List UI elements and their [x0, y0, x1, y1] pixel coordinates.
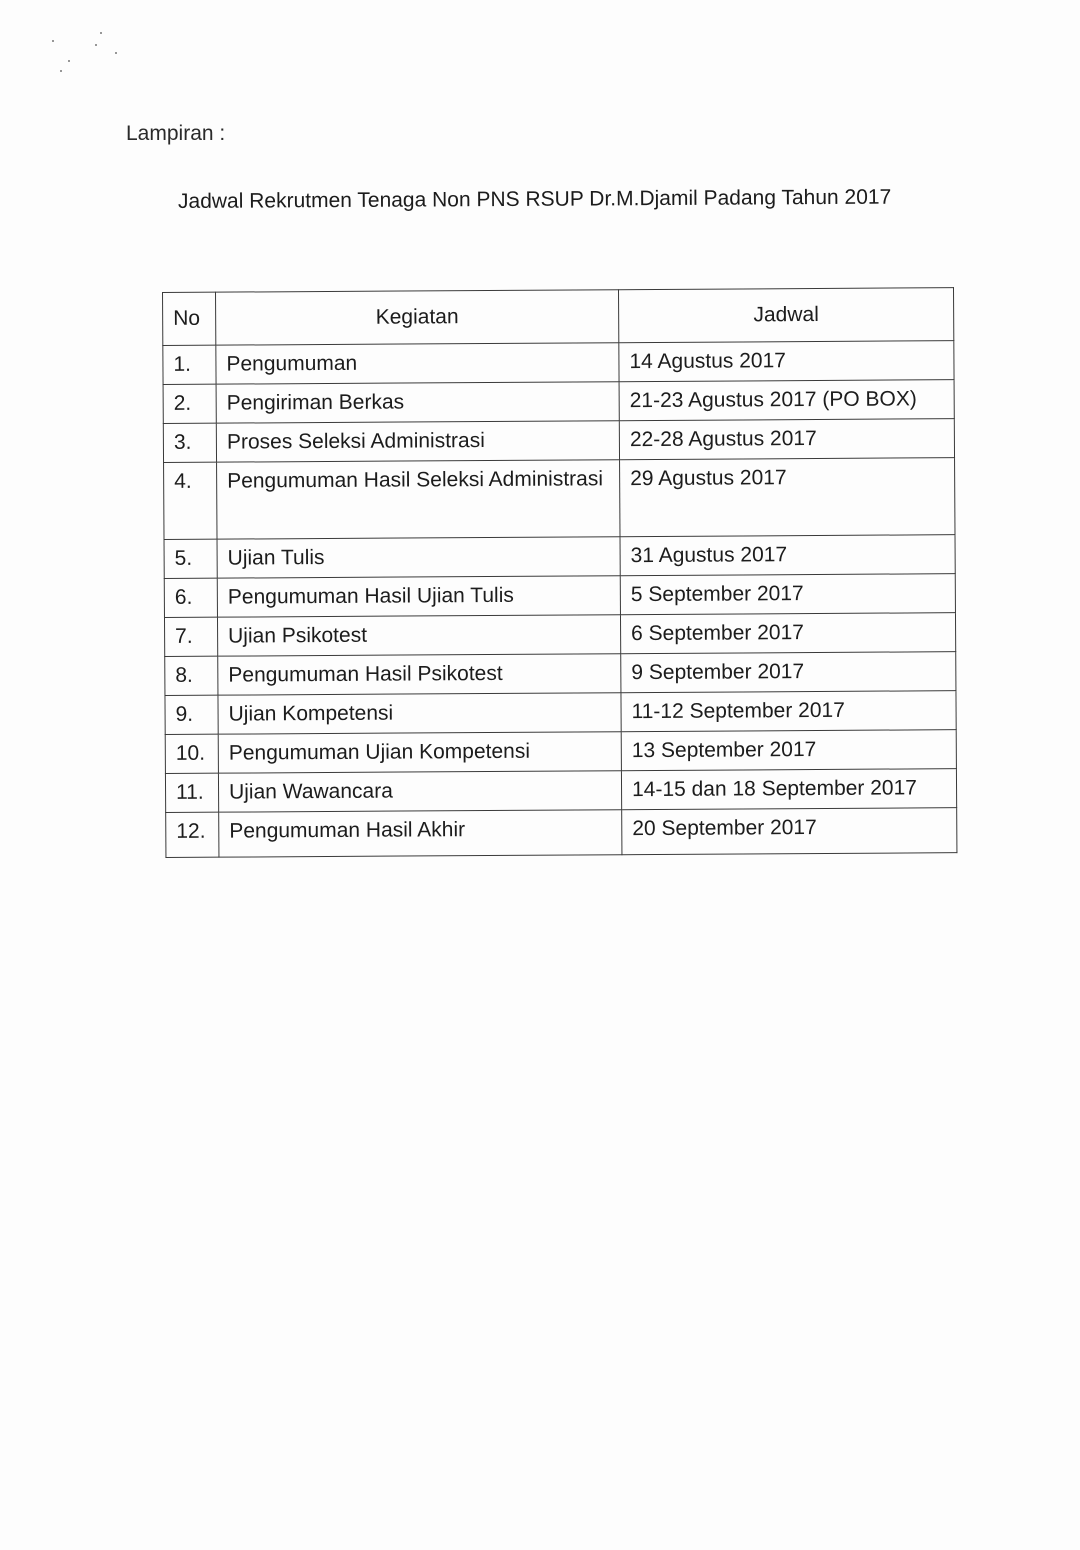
row-kegiatan: Proses Seleksi Administrasi	[216, 421, 619, 462]
row-no: 5.	[164, 539, 217, 578]
row-no: 4.	[164, 462, 217, 539]
row-no: 3.	[163, 423, 216, 462]
row-kegiatan: Pengumuman	[216, 343, 619, 384]
header-kegiatan: Kegiatan	[216, 290, 619, 345]
table-row	[164, 574, 955, 618]
row-jadwal: 20 September 2017	[622, 808, 957, 855]
row-no: 10.	[165, 734, 218, 773]
scan-speck	[60, 70, 62, 72]
table-row	[163, 380, 954, 424]
header-no: No	[163, 292, 216, 345]
row-kegiatan: Ujian Kompetensi	[218, 693, 621, 734]
row-kegiatan: Pengumuman Hasil Seleksi Administrasi	[217, 460, 620, 539]
schedule-table-container	[162, 287, 957, 858]
row-no: 8.	[165, 656, 218, 695]
table-row	[164, 613, 955, 657]
row-kegiatan: Pengiriman Berkas	[216, 382, 619, 423]
row-jadwal: 6 September 2017	[620, 613, 955, 654]
table-row	[164, 458, 955, 540]
row-jadwal: 14-15 dan 18 September 2017	[621, 769, 956, 810]
row-kegiatan: Pengumuman Hasil Psikotest	[218, 654, 621, 695]
row-kegiatan: Ujian Wawancara	[218, 771, 621, 812]
table-row	[163, 419, 954, 463]
scan-speck	[100, 32, 102, 34]
row-jadwal: 29 Agustus 2017	[620, 458, 955, 537]
table-row	[163, 341, 954, 385]
row-no: 12.	[166, 812, 219, 857]
row-jadwal: 22-28 Agustus 2017	[619, 419, 954, 460]
row-no: 11.	[165, 773, 218, 812]
table-row	[165, 652, 956, 696]
table-row	[164, 535, 955, 579]
row-kegiatan: Pengumuman Hasil Ujian Tulis	[217, 576, 620, 617]
row-kegiatan: Ujian Psikotest	[217, 615, 620, 656]
row-kegiatan: Ujian Tulis	[217, 537, 620, 578]
row-no: 1.	[163, 345, 216, 384]
row-no: 2.	[163, 384, 216, 423]
scan-speck	[52, 40, 54, 42]
scan-speck	[95, 44, 97, 46]
row-jadwal: 5 September 2017	[620, 574, 955, 615]
row-jadwal: 14 Agustus 2017	[619, 341, 954, 382]
scan-speck	[115, 52, 117, 54]
table-row	[165, 730, 956, 774]
document-title: Jadwal Rekrutmen Tenaga Non PNS RSUP Dr.M.Djamil Padang Tahun 2017	[177, 185, 892, 213]
row-kegiatan: Pengumuman Ujian Kompetensi	[218, 732, 621, 773]
table-row	[165, 769, 956, 813]
table-row	[165, 691, 956, 735]
row-jadwal: 31 Agustus 2017	[620, 535, 955, 576]
row-jadwal: 9 September 2017	[621, 652, 956, 693]
schedule-table	[162, 287, 957, 858]
lampiran-label: Lampiran :	[126, 122, 226, 145]
row-kegiatan: Pengumuman Hasil Akhir	[219, 810, 622, 857]
row-jadwal: 21-23 Agustus 2017 (PO BOX)	[619, 380, 954, 421]
row-no: 7.	[164, 617, 217, 656]
row-jadwal: 13 September 2017	[621, 730, 956, 771]
row-jadwal: 11-12 September 2017	[621, 691, 956, 732]
header-jadwal: Jadwal	[618, 288, 953, 343]
row-no: 9.	[165, 695, 218, 734]
row-no: 6.	[164, 578, 217, 617]
table-header-row	[163, 288, 954, 346]
scan-speck	[68, 60, 70, 62]
table-row	[166, 808, 957, 858]
